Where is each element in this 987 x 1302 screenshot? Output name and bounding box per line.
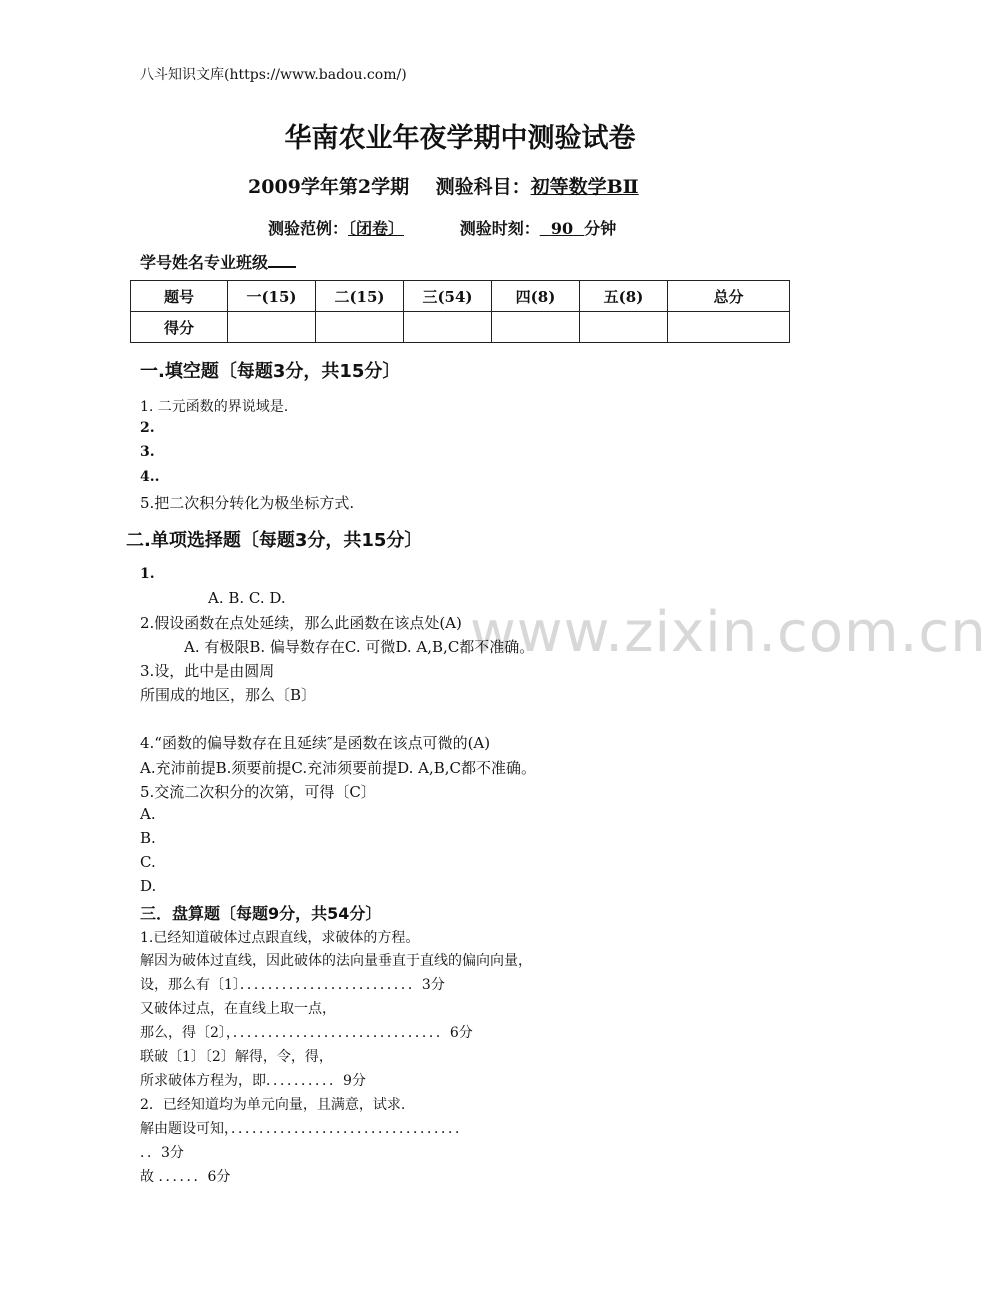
watermark: www.zixin.com.cn <box>470 600 987 665</box>
score-header-cell: 三(54) <box>404 281 492 312</box>
source-header: 八斗知识文库(https://www.badou.com/) <box>140 67 407 83</box>
question-line: 3. <box>140 444 155 460</box>
question-line: 2.假设函数在点处延续，那么此函数在该点处(A) <box>140 614 462 632</box>
section-heading-calculation: 三．盘算题〔每题9分，共54分〕 <box>140 904 382 923</box>
question-line: A. 有极限B. 偏导数存在C. 可微D. A,B,C都不准确。 <box>184 638 535 656</box>
score-table-score-row <box>131 312 790 343</box>
question-line: 故 ．．．．．．6分 <box>140 1169 231 1185</box>
score-header-cell: 题号 <box>131 281 228 312</box>
score-cell <box>580 312 668 343</box>
question-line: A.充沛前提B.须要前提C.充沛须要前提D. A,B,C都不准确。 <box>140 759 537 777</box>
question-line: C. <box>140 853 156 871</box>
score-cell <box>316 312 404 343</box>
question-line: 联破〔1〕〔2〕解得，令，得， <box>140 1049 333 1065</box>
question-line: 设，那么有〔1〕．．．．．．．．．．．．．．．．．．．．．．．．．3分 <box>140 977 445 993</box>
time-value: 90 <box>550 219 574 238</box>
score-header-cell: 五(8) <box>580 281 668 312</box>
exam-meta <box>268 216 616 239</box>
question-line: 所求破体方程为，即．．．．．．．．．．9分 <box>140 1073 366 1089</box>
subject-label: 测验科目： <box>435 176 531 198</box>
subject-value: 初等数学BⅡ <box>530 176 639 198</box>
question-line: A. B. C. D. <box>208 589 286 607</box>
score-row-label: 得分 <box>131 312 228 343</box>
scope-value: 〔闭卷〕 <box>348 219 405 238</box>
score-cell <box>668 312 790 343</box>
question-line: 5.把二次积分转化为极坐标方式. <box>140 494 355 512</box>
question-line: 那么，得〔2〕，．．．．．．．．．．．．．．．．．．．．．．．．．．．．．．6分 <box>140 1025 473 1041</box>
time-unit: 分钟 <box>584 219 617 238</box>
exam-subtitle <box>248 172 639 199</box>
question-line: 1. 二元函数的界说域是. <box>140 399 289 415</box>
question-line: 1.已经知道破体过点跟直线，求破体的方程。 <box>140 930 420 946</box>
question-line: 1. <box>140 566 155 582</box>
question-line: D. <box>140 877 157 895</box>
question-line: 4.“函数的偏导数存在且延续″是函数在该点可微的(A) <box>140 734 491 752</box>
question-line: 解因为破体过直线，因此破体的法向量垂直于直线的偏向向量， <box>140 953 532 969</box>
scope-label: 测验范例： <box>268 219 349 238</box>
exam-title: 华南农业年夜学期中测验试卷 <box>284 123 636 154</box>
question-line: 3.设，此中是由圆周 <box>140 662 275 680</box>
question-line: 5.交流二次积分的次第，可得〔C〕 <box>140 783 376 801</box>
question-line: A. <box>140 805 156 823</box>
question-line: 解由题设可知，．．．．．．．．．．．．．．．．．．．．．．．．．．．．．．．．． <box>140 1121 469 1137</box>
section-heading-fill-in: 一.填空题〔每题3分，共15分〕 <box>140 361 401 382</box>
question-line: 又破体过点，在直线上取一点， <box>140 1001 336 1017</box>
score-table-header-row <box>131 281 790 312</box>
score-cell <box>404 312 492 343</box>
question-line: 所围成的地区，那么〔B〕 <box>140 686 317 704</box>
question-line: 2．已经知道均为单元向量，且满意，试求. <box>140 1097 406 1113</box>
score-cell <box>492 312 580 343</box>
question-line: ．．3分 <box>140 1145 184 1161</box>
question-line: 4.. <box>140 469 160 485</box>
question-line: 2. <box>140 420 155 436</box>
score-header-cell: 总分 <box>668 281 790 312</box>
student-id-line: 学号姓名专业班级 <box>140 250 296 273</box>
question-line: B. <box>140 829 156 847</box>
exam-term: 2009学年第2学期 <box>248 176 410 198</box>
score-cell <box>228 312 316 343</box>
time-label: 测验时刻： <box>459 219 540 238</box>
section-heading-multiple-choice: 二.单项选择题〔每题3分，共15分〕 <box>126 530 423 551</box>
score-header-cell: 二(15) <box>316 281 404 312</box>
score-header-cell: 一(15) <box>228 281 316 312</box>
score-table <box>130 280 790 343</box>
score-header-cell: 四(8) <box>492 281 580 312</box>
